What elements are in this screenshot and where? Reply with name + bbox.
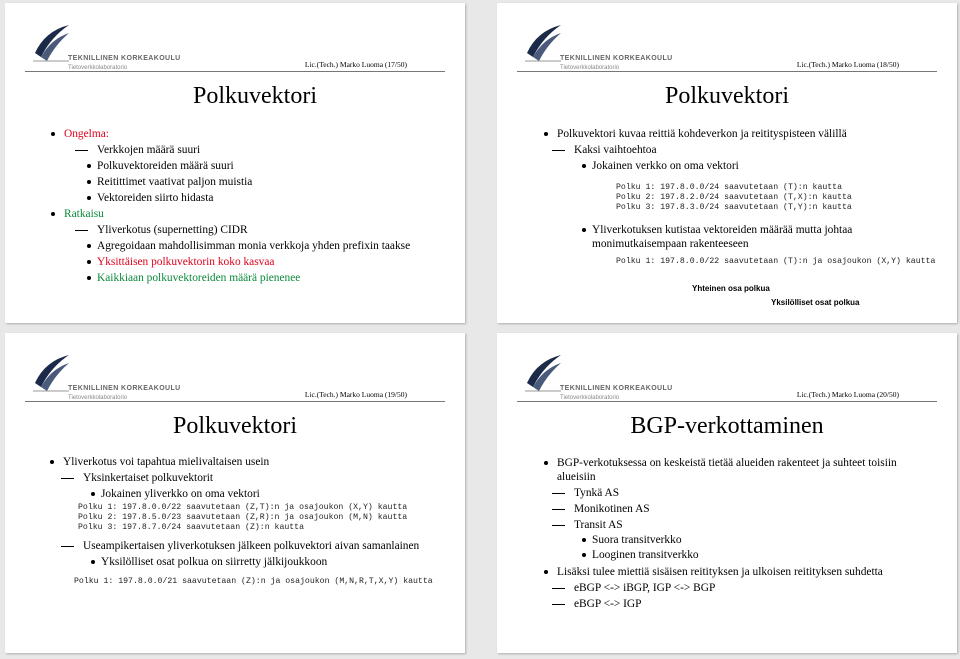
university-logo — [31, 23, 181, 73]
path-example: Polku 3: 197.8.3.0/24 saavutetaan (T,Y):n kautta — [616, 203, 852, 212]
bullet-level1: Yliverkotus voi tapahtua mielivaltaisen usein — [63, 456, 270, 468]
university-logo — [523, 23, 673, 73]
bullet-level3: Jokainen yliverkko on oma vektori — [101, 488, 260, 500]
bullet-level2: eBGP <-> iBGP, IGP <-> BGP — [574, 582, 716, 594]
header-rule — [517, 71, 937, 72]
path-example: Polku 1: 197.8.0.0/22 saavutetaan (T):n ja osajoukon (X,Y) kautta — [616, 257, 936, 266]
bullet-level2: eBGP <-> IGP — [574, 598, 642, 610]
bullet-level1: Ratkaisu — [64, 208, 104, 220]
lab-name: Tietoverkkolaboratorio — [68, 395, 128, 401]
bullet-level3: Yksittäisen polkuvektorin koko kasvaa — [97, 256, 275, 268]
bullet-level3: Looginen transitverkko — [592, 549, 699, 561]
lab-name: Tietoverkkolaboratorio — [68, 65, 128, 71]
bullet-level2: Useampikertaisen yliverkotuksen jälkeen polkuvektori aivan samanlainen — [83, 540, 420, 552]
bullet-level3: Yliverkotuksen kutistaa vektoreiden määrää mutta johtaa monimutkaisempaan rakenteeseen — [592, 223, 892, 251]
school-name: TEKNILLINEN KORKEAKOULU — [68, 385, 181, 392]
slide-title: BGP-verkottaminen — [630, 413, 824, 439]
school-name: TEKNILLINEN KORKEAKOULU — [560, 385, 673, 392]
bullet-level3: Agregoidaan mahdollisimman monia verkkoja yhden prefixin taakse — [97, 240, 411, 252]
path-example: Polku 1: 197.8.0.0/22 saavutetaan (Z,T):n ja osajoukon (X,Y) kautta — [78, 503, 408, 512]
lab-name: Tietoverkkolaboratorio — [560, 395, 620, 401]
slide-18 — [497, 3, 957, 323]
slide-title: Polkuvektori — [193, 83, 317, 109]
bullet-level2: Verkkojen määrä suuri — [97, 144, 201, 156]
slide-footer: Lic.(Tech.) Marko Luoma (17/50) — [304, 60, 407, 69]
bullet-level3: Suora transitverkko — [592, 534, 682, 546]
path-example: Polku 2: 197.8.2.0/24 saavutetaan (T,X):n kautta — [616, 193, 852, 202]
slide-20 — [497, 333, 957, 653]
university-logo — [523, 353, 673, 403]
bullet-level3: Jokainen verkko on oma vektori — [592, 160, 739, 172]
slide-footer: Lic.(Tech.) Marko Luoma (18/50) — [796, 60, 899, 69]
bullet-level2: Monikotinen AS — [574, 503, 650, 515]
school-name: TEKNILLINEN KORKEAKOULU — [560, 55, 673, 62]
university-logo — [31, 353, 181, 403]
slide-title: Polkuvektori — [173, 413, 297, 439]
header-rule — [25, 401, 445, 402]
bullet-level1: Ongelma: — [64, 128, 109, 140]
bullet-level3: Yksilölliset osat polkua on siirretty jälkijoukkoon — [101, 556, 328, 568]
bullet-level3: Vektoreiden siirto hidasta — [97, 192, 214, 204]
logo-icon — [523, 23, 563, 65]
annotation-common-path: Yhteinen osa polkua — [692, 284, 770, 293]
lab-name: Tietoverkkolaboratorio — [560, 65, 620, 71]
bullet-level2: Yliverkotus (supernetting) CIDR — [97, 224, 248, 236]
slide-footer: Lic.(Tech.) Marko Luoma (20/50) — [796, 390, 899, 399]
path-example: Polku 3: 197.8.7.0/24 saavutetaan (Z):n kautta — [78, 523, 305, 532]
school-name: TEKNILLINEN KORKEAKOULU — [68, 55, 181, 62]
header-rule — [517, 401, 937, 402]
bullet-level1: Polkuvektori kuvaa reittiä kohdeverkon ja reitityspisteen välillä — [557, 128, 847, 140]
slide-title: Polkuvektori — [665, 83, 789, 109]
bullet-level2: Tynkä AS — [574, 487, 620, 499]
slide-footer: Lic.(Tech.) Marko Luoma (19/50) — [304, 390, 407, 399]
bullet-level3: Polkuvektoreiden määrä suuri — [97, 160, 234, 172]
slide-19 — [5, 333, 465, 653]
slide-17 — [5, 3, 465, 323]
bullet-level3: Reitittimet vaativat paljon muistia — [97, 176, 253, 188]
logo-icon — [31, 353, 71, 395]
bullet-level2: Transit AS — [574, 519, 623, 531]
logo-icon — [523, 353, 563, 395]
bullet-level1: Lisäksi tulee miettiä sisäisen reitityksen ja ulkoisen reitityksen suhdetta — [557, 566, 883, 578]
header-rule — [25, 71, 445, 72]
bullet-level3: Kaikkiaan polkuvektoreiden määrä pienenee — [97, 272, 301, 284]
bullet-level2: Yksinkertaiset polkuvektorit — [83, 472, 214, 484]
path-example: Polku 1: 197.8.0.0/24 saavutetaan (T):n kautta — [616, 183, 843, 192]
path-example: Polku 1: 197.8.0.0/21 saavutetaan (Z):n ja osajoukon (M,N,R,T,X,Y) kautta — [74, 577, 433, 586]
path-example: Polku 2: 197.8.5.0/23 saavutetaan (Z,R):n ja osajoukon (M,N) kautta — [78, 513, 408, 522]
logo-icon — [31, 23, 71, 65]
bullet-level1: BGP-verkotuksessa on keskeistä tietää alueiden rakenteet ja suhteet toisiin alueisiin — [557, 457, 897, 483]
bullet-level2: Kaksi vaihtoehtoa — [574, 144, 657, 156]
annotation-unique-path: Yksilölliset osat polkua — [771, 298, 860, 307]
